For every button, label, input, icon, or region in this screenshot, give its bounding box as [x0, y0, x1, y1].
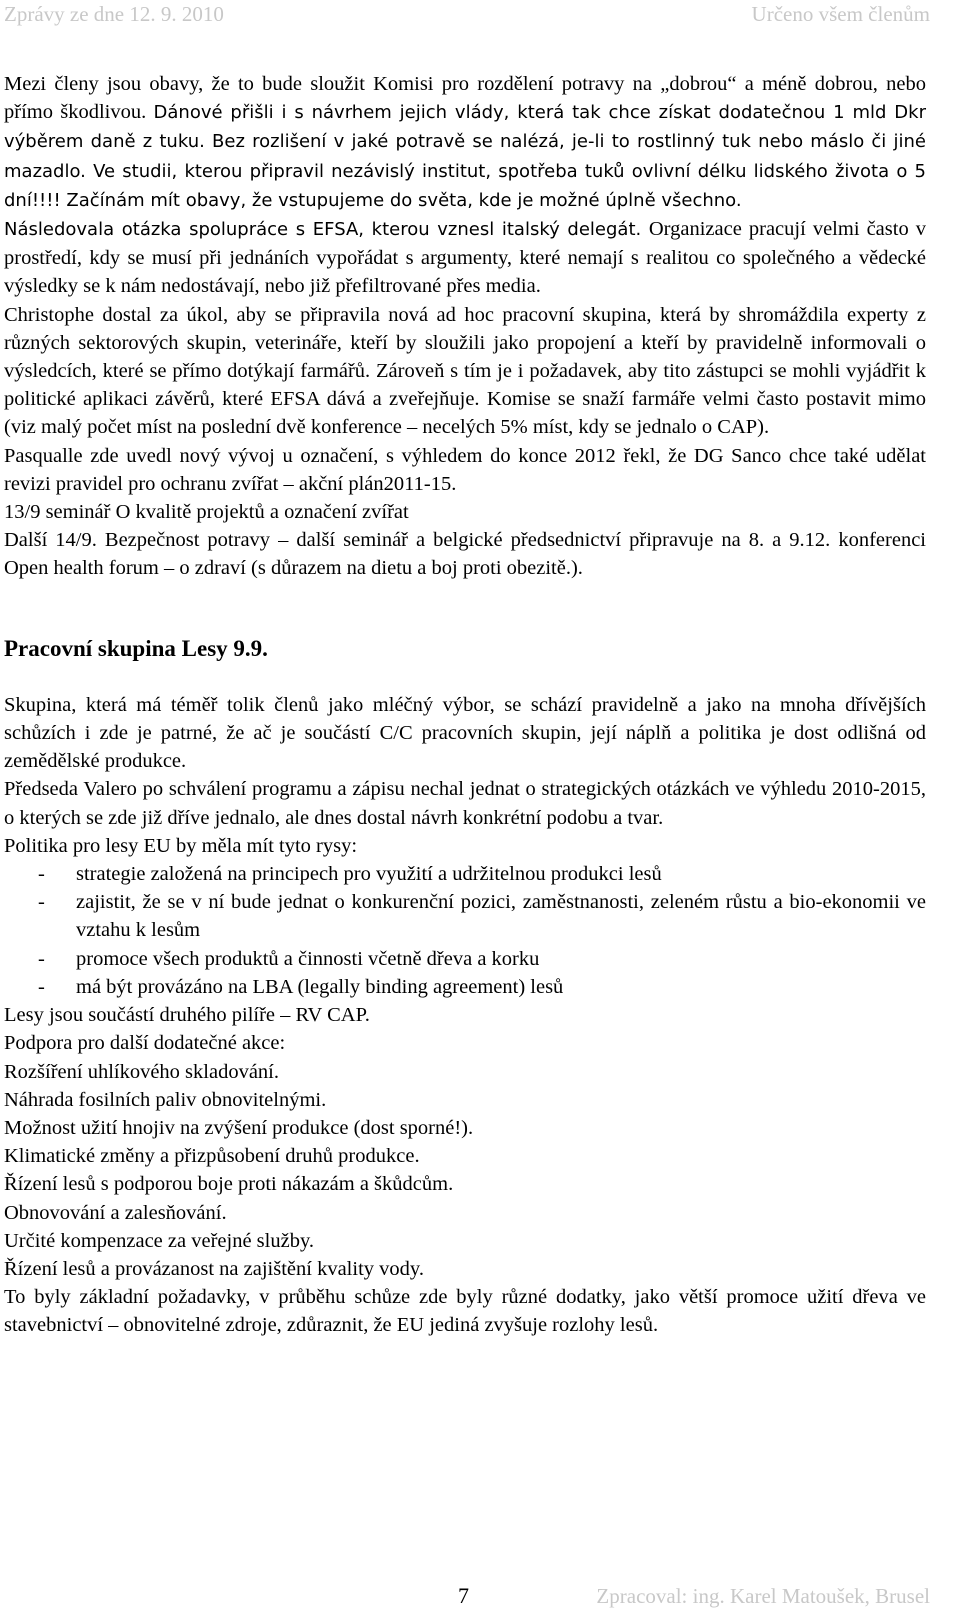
document-body — [4, 70, 926, 1340]
text-line: Lesy jsou součástí druhého pilíře – RV CAP. — [4, 1004, 370, 1027]
footer-author: Zpracoval: ing. Karel Matoušek, Brusel — [596, 1584, 930, 1608]
list-item: - promoce všech produktů a činnosti včetně dřeva a korku — [4, 945, 926, 973]
text-line: Řízení lesů a provázanost na zajištění kvality vody. — [4, 1257, 424, 1280]
paragraph-efsa-part1: Následovala otázka spolupráce s EFSA, kterou vznesl italský delegát. — [4, 219, 649, 241]
text-line: Rozšíření uhlíkového skladování. — [4, 1060, 279, 1083]
paragraph-valero: Předseda Valero po schválení programu a zápisu nechal jednat o strategických otázkách ve výhledu 2010-2015, o kterých se zde již dříve jednalo, ale dnes dostal návrh konkrétní podobu a tvar. — [4, 778, 926, 829]
list-item: - má být provázáno na LBA (legally binding agreement) lesů — [4, 973, 926, 1001]
paragraph-christophe: Christophe dostal za úkol, aby se připravila nová ad hoc pracovní skupina, která by shromáždila experty z různých sektorových skupin, veterináře, kteří by sloužili jako propojení a kteří by pravidelně informovali o výsledcích, které se přímo dotýkají farmářů. Zároveň s tím je i požadavek, aby tito zástupci se mohli vyjádřit k politické aplikaci závěrů, které EFSA dává a zveřejňuje. Komise se snaží farmáře velmi často postavit mimo (viz malý počet míst na poslední dvě konference – necelých 5% míst, kdy se jednalo o CAP). — [4, 303, 926, 439]
paragraph-efsa-part2: Organizace pracují velmi často v prostředí, kdy se musí při jednáních vypořádat s argumenty, které nemají s realitou co společného a vědecké výsledky se k nám nedostávají, nebo již přefiltrované přes media. — [4, 218, 926, 298]
section-heading: Pracovní skupina Lesy 9.9. — [4, 635, 268, 661]
text-line: Náhrada fosilních paliv obnovitelnými. — [4, 1088, 327, 1111]
policy-list — [4, 860, 926, 1001]
page-number: 7 — [458, 1583, 469, 1608]
paragraph-policy-intro: Politika pro lesy EU by měla mít tyto rysy: — [4, 834, 358, 857]
paragraph-fat-tax — [4, 70, 926, 215]
paragraph-fat-tax-part1: Mezi členy jsou obavy, že to bude sloužit Komisi pro rozdělení potravy na „dobrou“ a méně dobrou, nebo přímo škodlivou. — [4, 73, 926, 124]
list-item: - strategie založená na principech pro využití a udržitelnou produkci lesů — [4, 860, 926, 888]
paragraph-conclusion: To byly základní požadavky, v průběhu schůze zde byly různé dodatky, jako větší promoce užití dřeva ve stavebnictví – obnovitelné zdroje, zdůraznit, že EU jediná zvyšuje rozlohy lesů. — [4, 1286, 926, 1337]
paragraph-group: Skupina, která má téměř tolik členů jako mléčný výbor, se schází pravidelně a jako na mnoha dřívějších schůzích i zde je patrné, že ač je součástí C/C pracovních skupin, její náplň a politika je dost odlišná od zemědělské produkce. — [4, 693, 926, 773]
paragraph-pasqualle: Pasqualle zde uvedl nový vývoj u označení, s výhledem do konce 2012 řekl, že DG Sanco chce také udělat revizi pravidel pro ochranu zvířat – akční plán2011-15. — [4, 444, 926, 495]
paragraph-efsa — [4, 215, 926, 301]
text-line: Podpora pro další dodatečné akce: — [4, 1032, 286, 1055]
text-line: Řízení lesů s podporou boje proti nákazám a škůdcům. — [4, 1173, 454, 1196]
text-line: Klimatické změny a přizpůsobení druhů produkce. — [4, 1145, 420, 1168]
text-line: Možnost užití hnojiv na zvýšení produkce (dost sporné!). — [4, 1116, 474, 1139]
header-audience: Určeno všem členům — [751, 2, 930, 26]
list-item: - zajistit, že se v ní bude jednat o konkurenční pozici, zaměstnanosti, zeleném růstu a bio-ekonomii ve vztahu k lesům — [4, 888, 926, 944]
paragraph-seminar: 13/9 seminář O kvalitě projektů a označení zvířat — [4, 501, 409, 524]
paragraph-food-safety: Další 14/9. Bezpečnost potravy – další seminář a belgické předsednictví připravuje na 8. a 9.12. konferenci Open health forum – o zdraví (s důrazem na dietu a boj proti obezitě.). — [4, 529, 926, 580]
paragraph-fat-tax-part2: Dánové přišli i s návrhem jejich vlády, která tak chce získat dodatečnou 1 mld Dkr výběrem daně z tuku. Bez rozlišení v jaké potravě se nalézá, je-li to rostlinný tuk nebo máslo či jiné mazadlo. Ve studii, kterou připravil nezávislý institut, spotřeba tuků ovlivní délku lidského života o 5 dní!!!! Začínám mít obavy, že vstupujeme do světa, kde je možné úplně všechno. — [4, 102, 926, 211]
text-line: Určité kompenzace za veřejné služby. — [4, 1229, 314, 1252]
text-line: Obnovování a zalesňování. — [4, 1201, 227, 1224]
header-date: Zprávy ze dne 12. 9. 2010 — [4, 2, 224, 26]
